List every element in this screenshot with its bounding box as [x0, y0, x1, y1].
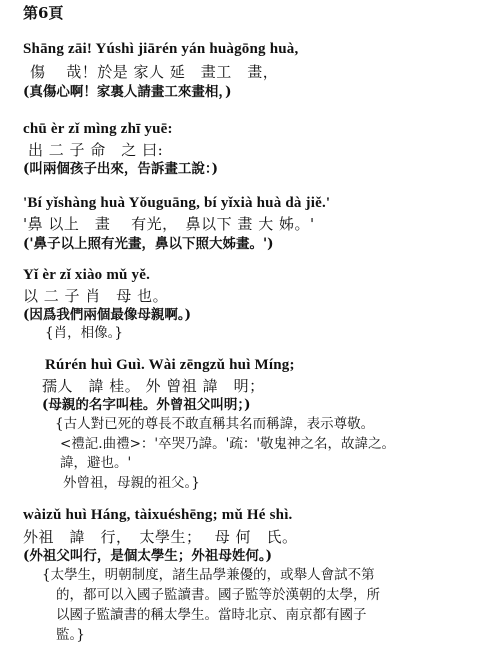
- annotation-note: {肖，相像。}: [45, 325, 123, 341]
- classical-chinese-line: 出 二 子 命 之 曰:: [28, 141, 164, 159]
- translation-line: (真傷心啊！家裏人請畫工來畫相，): [23, 84, 232, 100]
- pinyin-line: wàizǔ huì Háng, tàixuéshēng; mǔ Hé shì.: [23, 507, 293, 523]
- pinyin-line: Rúrén huì Guì. Wài zēngzǔ huì Míng;: [45, 357, 295, 373]
- classical-chinese-line: '鼻 以上 畫 有光， 鼻以下 畫 大 姊。': [23, 215, 315, 233]
- annotation-note: {古人對已死的尊長不敢直稱其名而稱諱，表示尊敬。: [55, 416, 375, 432]
- annotation-note: <禮記.曲禮>：'卒哭乃諱。'疏：'敬鬼神之名，故諱之。: [60, 436, 396, 452]
- classical-chinese-line: 傷 哉！於是 家人 延 畫工 畫，: [30, 63, 279, 81]
- classical-chinese-line: 孺人 諱 桂。 外 曾祖 諱 明；: [42, 377, 265, 395]
- pinyin-line: 'Bí yǐshàng huà Yǒuguāng, bí yǐxià huà dà jiě.': [23, 195, 331, 211]
- classical-chinese-line: 以 二 子 肖 母 也。: [23, 287, 169, 305]
- annotation-note: 外曾祖，母親的祖父。}: [63, 475, 200, 491]
- translation-line: (因爲我們兩個最像母親啊。): [23, 307, 192, 323]
- translation-line: ('鼻子以上照有光畫，鼻以下照大姊畫。'): [23, 236, 274, 252]
- translation-line: (母親的名字叫桂。外曾祖父叫明；): [42, 397, 251, 413]
- annotation-note: 以國子監讀書的稱太學生。當時北京、南京都有國子: [56, 607, 367, 623]
- annotation-note: 監。}: [56, 627, 85, 643]
- pinyin-line: Shāng zāi! Yúshì jiārén yán huàgōng huà,: [23, 41, 299, 57]
- annotation-note: 的，都可以入國子監讀書。國子監等於漢朝的太學，所: [56, 587, 380, 603]
- translation-line: (外祖父叫行，是個太學生；外祖母姓何。): [23, 548, 273, 564]
- annotation-note: 諱，避也。': [60, 455, 132, 471]
- page-header: 第6頁: [23, 4, 64, 22]
- classical-chinese-line: 外祖 諱 行， 太學生； 母 何 氏。: [23, 528, 298, 546]
- annotation-note: {太學生，明朝制度，諸生品學兼優的，或舉人會試不第: [42, 567, 375, 583]
- pinyin-line: chū èr zǐ mìng zhī yuē:: [23, 121, 173, 137]
- pinyin-line: Yǐ èr zǐ xiào mǔ yě.: [23, 267, 151, 283]
- translation-line: (叫兩個孩子出來，告訴畫工說：): [23, 161, 219, 177]
